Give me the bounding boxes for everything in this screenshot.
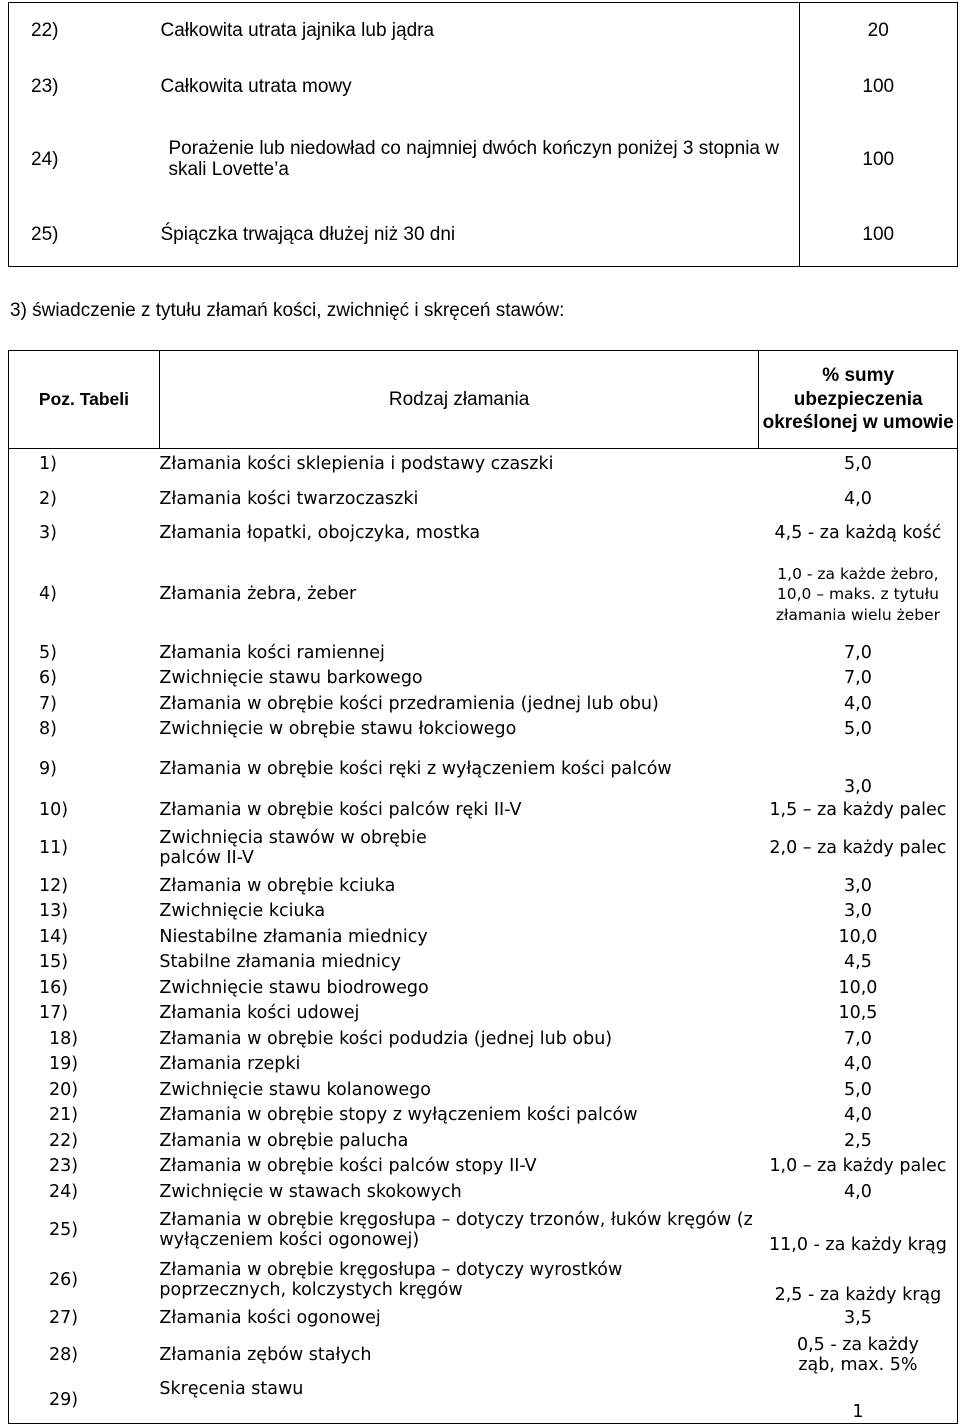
row-description: Całkowita utrata mowy <box>160 75 352 97</box>
row-description: Stabilne złamania miednicy <box>159 952 401 973</box>
section-intro: 3) świadczenie z tytułu złamań kości, zwichnięć i skręceń stawów: <box>10 300 565 321</box>
table-row <box>9 798 958 824</box>
row-value: 4,5 - za każdą kość <box>774 522 942 543</box>
row-description: Złamania w obrębie palucha <box>159 1130 409 1151</box>
row-description: Zwichnięcie w obrębie stawu łokciowego <box>159 719 517 740</box>
table-row <box>9 481 958 519</box>
table-row <box>9 743 958 798</box>
row-number: 25) <box>31 224 59 246</box>
row-value: 4,0 <box>844 1105 872 1126</box>
table-row <box>9 1078 958 1104</box>
table-row <box>9 3 958 59</box>
row-value: 11,0 - za każdy krąg <box>769 1234 947 1255</box>
table-row <box>9 900 958 925</box>
header-position: Poz. Tabeli <box>9 351 160 449</box>
row-value: 20 <box>799 3 958 59</box>
row-number: 14) <box>39 926 69 947</box>
table-row <box>9 718 958 743</box>
row-number: 28) <box>49 1344 79 1365</box>
table-row <box>9 1380 958 1424</box>
row-value: 2,0 – za każdy palec <box>769 837 947 858</box>
row-description: Złamania w obrębie stopy z wyłączeniem kości palców <box>159 1105 638 1126</box>
row-description: Zwichnięcie stawu biodrowego <box>159 977 429 998</box>
row-description: Złamania w obrębie kciuka <box>159 875 396 896</box>
table-row <box>9 692 958 718</box>
table-row <box>9 1002 958 1027</box>
row-description: Zwichnięcia stawów w obrębie palców II-V <box>159 827 427 868</box>
row-number: 29) <box>49 1390 79 1411</box>
row-description: Zwichnięcie stawu barkowego <box>159 668 423 689</box>
row-value: 3,0 <box>844 901 872 922</box>
row-description: Złamania w obrębie kości palców stopy II-V <box>159 1156 537 1177</box>
table-row <box>9 824 958 874</box>
row-number: 9) <box>39 759 57 780</box>
row-value: 4,5 <box>844 952 872 973</box>
row-description: Złamania w obrębie kości podudzia (jednej lub obu) <box>159 1028 613 1049</box>
row-description: Zwichnięcie w stawach skokowych <box>159 1181 462 1202</box>
table-row <box>9 1180 958 1206</box>
row-description: Złamania w obrębie kręgosłupa – dotyczy trzonów, łuków kręgów (z wyłączeniem kości ogonowej) <box>159 1209 753 1250</box>
row-description: Złamania kości sklepienia i podstawy czaszki <box>159 453 554 474</box>
table-row <box>9 519 958 549</box>
table-row <box>9 59 958 115</box>
row-description: Całkowita utrata jajnika lub jądra <box>160 19 435 41</box>
row-value: 3,0 <box>844 776 872 797</box>
top-table <box>8 2 958 267</box>
row-number: 2) <box>39 488 57 509</box>
table-row <box>9 115 958 205</box>
table-row <box>9 1256 958 1306</box>
row-number: 11) <box>39 837 69 858</box>
row-value: 5,0 <box>844 453 872 474</box>
table-row <box>9 1332 958 1380</box>
row-number: 8) <box>39 719 57 740</box>
row-number: 23) <box>31 75 59 97</box>
row-value: 2,5 <box>844 1130 872 1151</box>
row-value: 100 <box>799 115 958 205</box>
row-description: Złamania zębów stałych <box>159 1344 372 1365</box>
row-value: 7,0 <box>844 668 872 689</box>
row-description: Niestabilne złamania miednicy <box>159 926 428 947</box>
row-number: 18) <box>49 1028 79 1049</box>
table-row <box>9 1155 958 1180</box>
row-value: 4,0 <box>844 1181 872 1202</box>
row-description: Złamania w obrębie kręgosłupa – dotyczy wyrostków poprzecznych, kolczystych kręgów <box>159 1259 623 1300</box>
row-number: 5) <box>39 642 57 663</box>
row-number: 24) <box>31 148 59 170</box>
table-row <box>9 1129 958 1155</box>
row-value: 5,0 <box>844 719 872 740</box>
row-description: Skręcenia stawu <box>159 1378 304 1399</box>
row-number: 12) <box>39 875 69 896</box>
row-number: 1) <box>39 453 57 474</box>
row-description: Złamania w obrębie kości palców ręki II-V <box>159 799 522 820</box>
row-number: 6) <box>39 668 57 689</box>
table-row <box>9 1104 958 1129</box>
row-description: Zwichnięcie stawu kolanowego <box>159 1079 431 1100</box>
row-number: 13) <box>39 901 69 922</box>
row-number: 25) <box>49 1219 79 1240</box>
table-row <box>9 667 958 692</box>
row-number: 26) <box>49 1269 79 1290</box>
row-description: Złamania kości ramiennej <box>159 642 385 663</box>
row-value: 2,5 - za każdy krąg <box>774 1284 942 1305</box>
row-number: 23) <box>49 1156 79 1177</box>
row-number: 21) <box>49 1105 79 1126</box>
table-row <box>9 1206 958 1256</box>
table-row <box>9 549 958 641</box>
row-description: Złamania w obrębie kości przedramienia (jednej lub obu) <box>159 693 659 714</box>
table-row <box>9 925 958 951</box>
row-description: Złamania żebra, żeber <box>159 583 357 604</box>
row-number: 10) <box>39 799 69 820</box>
header-fracture-type: Rodzaj złamania <box>159 351 758 449</box>
row-description: Złamania kości twarzoczaszki <box>159 488 419 509</box>
row-description: Złamania rzepki <box>159 1054 301 1075</box>
row-value: 4,0 <box>844 693 872 714</box>
table-row <box>9 449 958 481</box>
table-row <box>9 1053 958 1078</box>
row-value: 1,0 – za każdy palec <box>769 1156 947 1177</box>
row-number: 7) <box>39 693 57 714</box>
row-value: 1,5 – za każdy palec <box>769 799 947 820</box>
row-value: 10,0 <box>838 926 878 947</box>
table-row <box>9 641 958 667</box>
row-number: 19) <box>49 1054 79 1075</box>
row-description: Złamania łopatki, obojczyka, mostka <box>159 522 481 543</box>
row-value: 10,0 <box>838 977 878 998</box>
row-value: 1,0 - za każde żebro, 10,0 – maks. z tytułu złamania wielu żeber <box>775 565 941 624</box>
table-row <box>9 1306 958 1332</box>
row-value: 7,0 <box>844 1028 872 1049</box>
row-value: 100 <box>799 59 958 115</box>
row-value: 0,5 - za każdy ząb, max. 5% <box>796 1334 919 1375</box>
table-header <box>9 351 958 449</box>
row-number: 22) <box>49 1130 79 1151</box>
row-description: Śpiączka trwająca dłużej niż 30 dni <box>160 224 456 246</box>
row-number: 4) <box>39 583 57 604</box>
table-row <box>9 976 958 1002</box>
row-value: 4,0 <box>844 1054 872 1075</box>
table-row <box>9 874 958 900</box>
row-number: 17) <box>39 1003 69 1024</box>
row-number: 24) <box>49 1181 79 1202</box>
row-description: Zwichnięcie kciuka <box>159 901 326 922</box>
table-row <box>9 1027 958 1053</box>
row-number: 20) <box>49 1079 79 1100</box>
row-number: 3) <box>39 522 57 543</box>
row-number: 22) <box>31 19 59 41</box>
row-value: 3,5 <box>844 1307 872 1328</box>
fracture-table <box>8 350 958 1424</box>
row-description: Porażenie lub niedowład co najmniej dwóch kończyn poniżej 3 stopnia w skali Lovette’a <box>168 137 779 180</box>
row-value: 1 <box>852 1402 864 1423</box>
row-value: 3,0 <box>844 875 872 896</box>
table-row <box>9 951 958 976</box>
row-description: Złamania kości ogonowej <box>159 1307 381 1328</box>
row-value: 5,0 <box>844 1079 872 1100</box>
table-row <box>9 205 958 267</box>
row-number: 27) <box>49 1307 79 1328</box>
row-value: 4,0 <box>844 488 872 509</box>
row-number: 15) <box>39 952 69 973</box>
row-value: 100 <box>799 205 958 267</box>
row-value: 10,5 <box>838 1003 878 1024</box>
row-description: Złamania kości udowej <box>159 1003 360 1024</box>
row-value: 7,0 <box>844 642 872 663</box>
row-description: Złamania w obrębie kości ręki z wyłączeniem kości palców <box>159 759 672 780</box>
row-number: 16) <box>39 977 69 998</box>
header-percent: % sumy ubezpieczenia określonej w umowie <box>759 351 958 449</box>
